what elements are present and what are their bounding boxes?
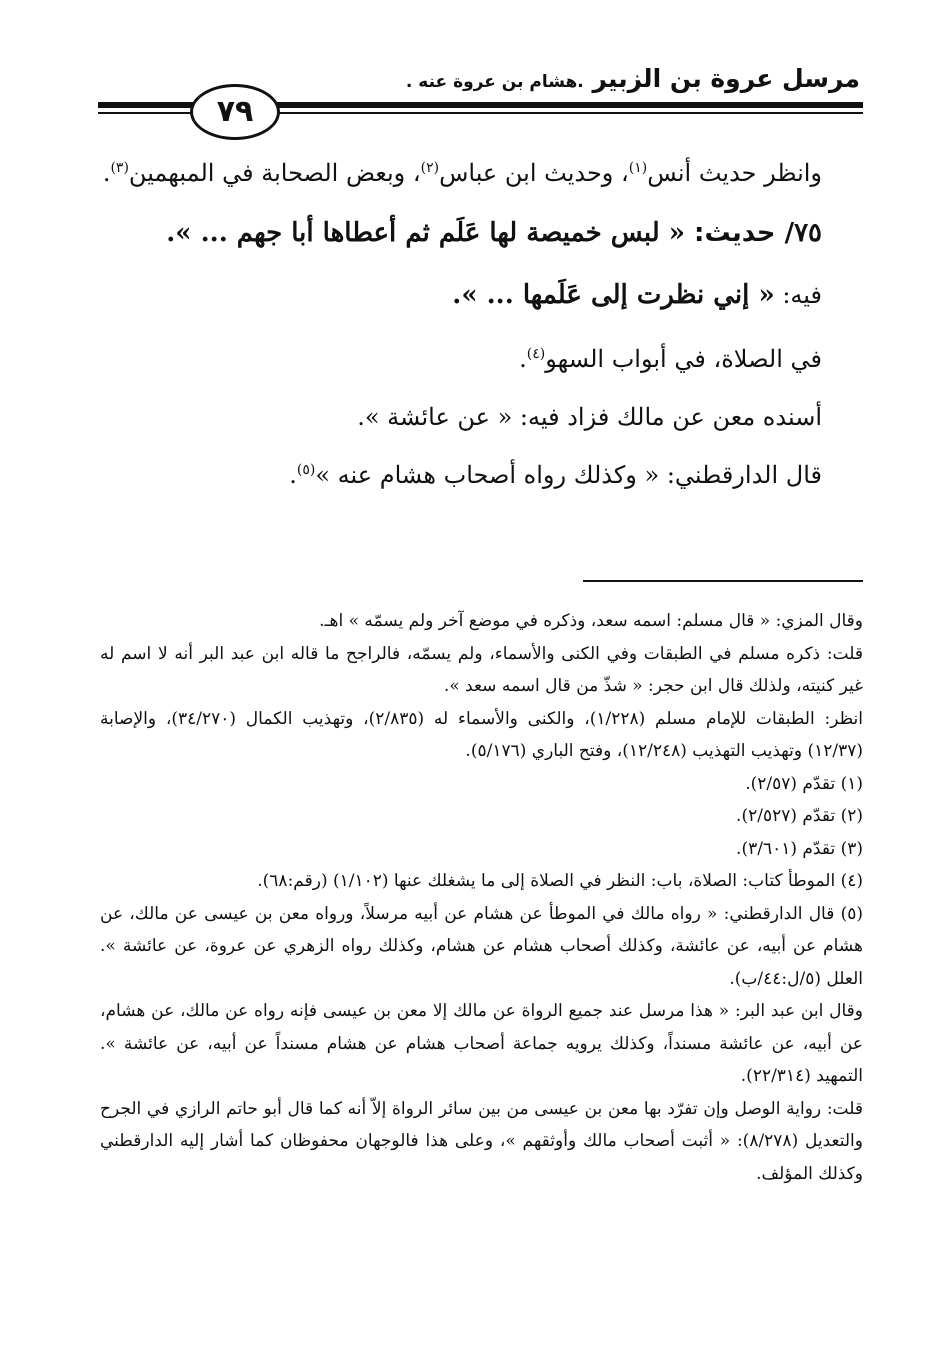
running-title-sub: .هشام بن عروة عنه . <box>405 72 584 92</box>
hadith-heading <box>95 216 860 250</box>
intro-text-4: . <box>102 159 111 187</box>
footnote-2: (٢) تقدّم (٢/٥٢٧). <box>736 806 863 826</box>
page-number: ٧٩ <box>190 84 280 140</box>
footnote-5: (٥) قال الدارقطني: « رواه مالك في الموطأ عن هشام عن أبيه مرسلاً، ورواه معن بن عيسى عن مالك، عن هشام عن أبيه، عن عائشة، وكذلك أصحاب هشام عن هشام، وكذلك رواه الزهري عن عروة، عن عائشة ». العلل (٥/ل:٤٤/ب). <box>100 903 863 989</box>
main-text <box>95 150 860 492</box>
footnote-continuation-refs: انظر: الطبقات للإمام مسلم (١/٢٢٨)، والكنى والأسماء له (٢/٨٣٥)، وتهذيب الكمال (٣٤/٢٧٠)، والإصابة (١٢/٣٧) وتهذيب التهذيب (١٢/٢٤٨)، وفتح الباري (٥/١٧٦). <box>100 708 863 761</box>
footnote-ref-4: (٤) <box>526 346 546 362</box>
fih-line <box>95 278 860 312</box>
footnote-3: (٣) تقدّم (٣/٦٠١). <box>736 838 863 859</box>
footnotes <box>100 605 863 1190</box>
fih-quote: « إني نظرت إلى عَلَمها ... ». <box>452 280 775 310</box>
footnote-ref-2: (٢) <box>420 160 440 176</box>
asnad-line: أسنده معن عن مالك فزاد فيه: « عن عائشة ». <box>357 403 822 431</box>
hadith-label: حديث: <box>694 218 776 248</box>
running-title <box>80 62 860 99</box>
footnote-5-ibn-abd-albarr: وقال ابن عبد البر: « هذا مرسل عند جميع الرواة عن مالك إلا معن بن عيسى فإنه رواه عن مالك، عن هشام، عن أبيه، عن عائشة مسنداً، وكذلك يرويه جماعة أصحاب هشام عن هشام مسنداً عن أبيه، عن عائشة ». التمهيد (٢٢/٣١٤). <box>100 1001 863 1086</box>
intro-paragraph <box>95 150 860 196</box>
fih-label: فيه: <box>774 281 822 309</box>
daraqutni-text: قال الدارقطني: « وكذلك رواه أصحاب هشام عنه » <box>315 461 822 489</box>
salat-line <box>95 342 860 376</box>
daraqutni-end: . <box>289 461 297 489</box>
daraqutni-line <box>95 458 860 492</box>
footnote-ref-1: (١) <box>628 160 648 176</box>
footnote-ref-3: (٣) <box>110 160 129 176</box>
footnote-continuation-mizzi: وقال المزي: « قال مسلم: اسمه سعد، وذكره في موضع آخر ولم يسمّه » اهـ. <box>319 611 863 631</box>
intro-text-3: ، وبعض الصحابة في المبهمين <box>128 159 421 187</box>
running-title-main: مرسل عروة بن الزبير <box>592 64 860 93</box>
salat-end: . <box>519 345 527 373</box>
hadith-text: « لبس خميصة لها عَلَم ثم أعطاها أبا جهم ... ». <box>166 218 695 248</box>
footnote-continuation-qultu: قلت: ذكره مسلم في الطبقات وفي الكنى والأسماء، ولم يسمّه، فالراجح ما قاله ابن عبد البر أنه لا اسم له غير كنيته، ولذلك قال ابن حجر: « شذّ من قال اسمه سعد ». <box>100 643 863 696</box>
intro-text-1: وانظر حديث أنس <box>647 159 822 187</box>
intro-text-2: ، وحديث ابن عباس <box>439 159 629 187</box>
salat-text: في الصلاة، في أبواب السهو <box>545 345 822 373</box>
footnote-4: (٤) الموطأ كتاب: الصلاة، باب: النظر في الصلاة إلى ما يشغلك عنها (١/١٠٢) (رقم:٦٨). <box>257 871 863 891</box>
footnote-1: (١) تقدّم (٢/٥٧). <box>745 773 863 794</box>
footnote-5-qultu: قلت: رواية الوصل وإن تفرّد بها معن بن عيسى من بين سائر الرواة إلاّ أنه كما قال أبو حاتم الرازي في الجرح والتعديل (٨/٢٧٨): « أثبت أصحاب مالك وأوثقهم »، وعلى هذا فالوجهان محفوظان كما أشار إليه الدارقطني وكذلك المؤلف. <box>100 1098 863 1184</box>
hadith-number: ٧٥/ <box>784 218 822 248</box>
footnote-ref-5: (٥) <box>296 462 316 478</box>
footnote-separator <box>583 580 863 582</box>
